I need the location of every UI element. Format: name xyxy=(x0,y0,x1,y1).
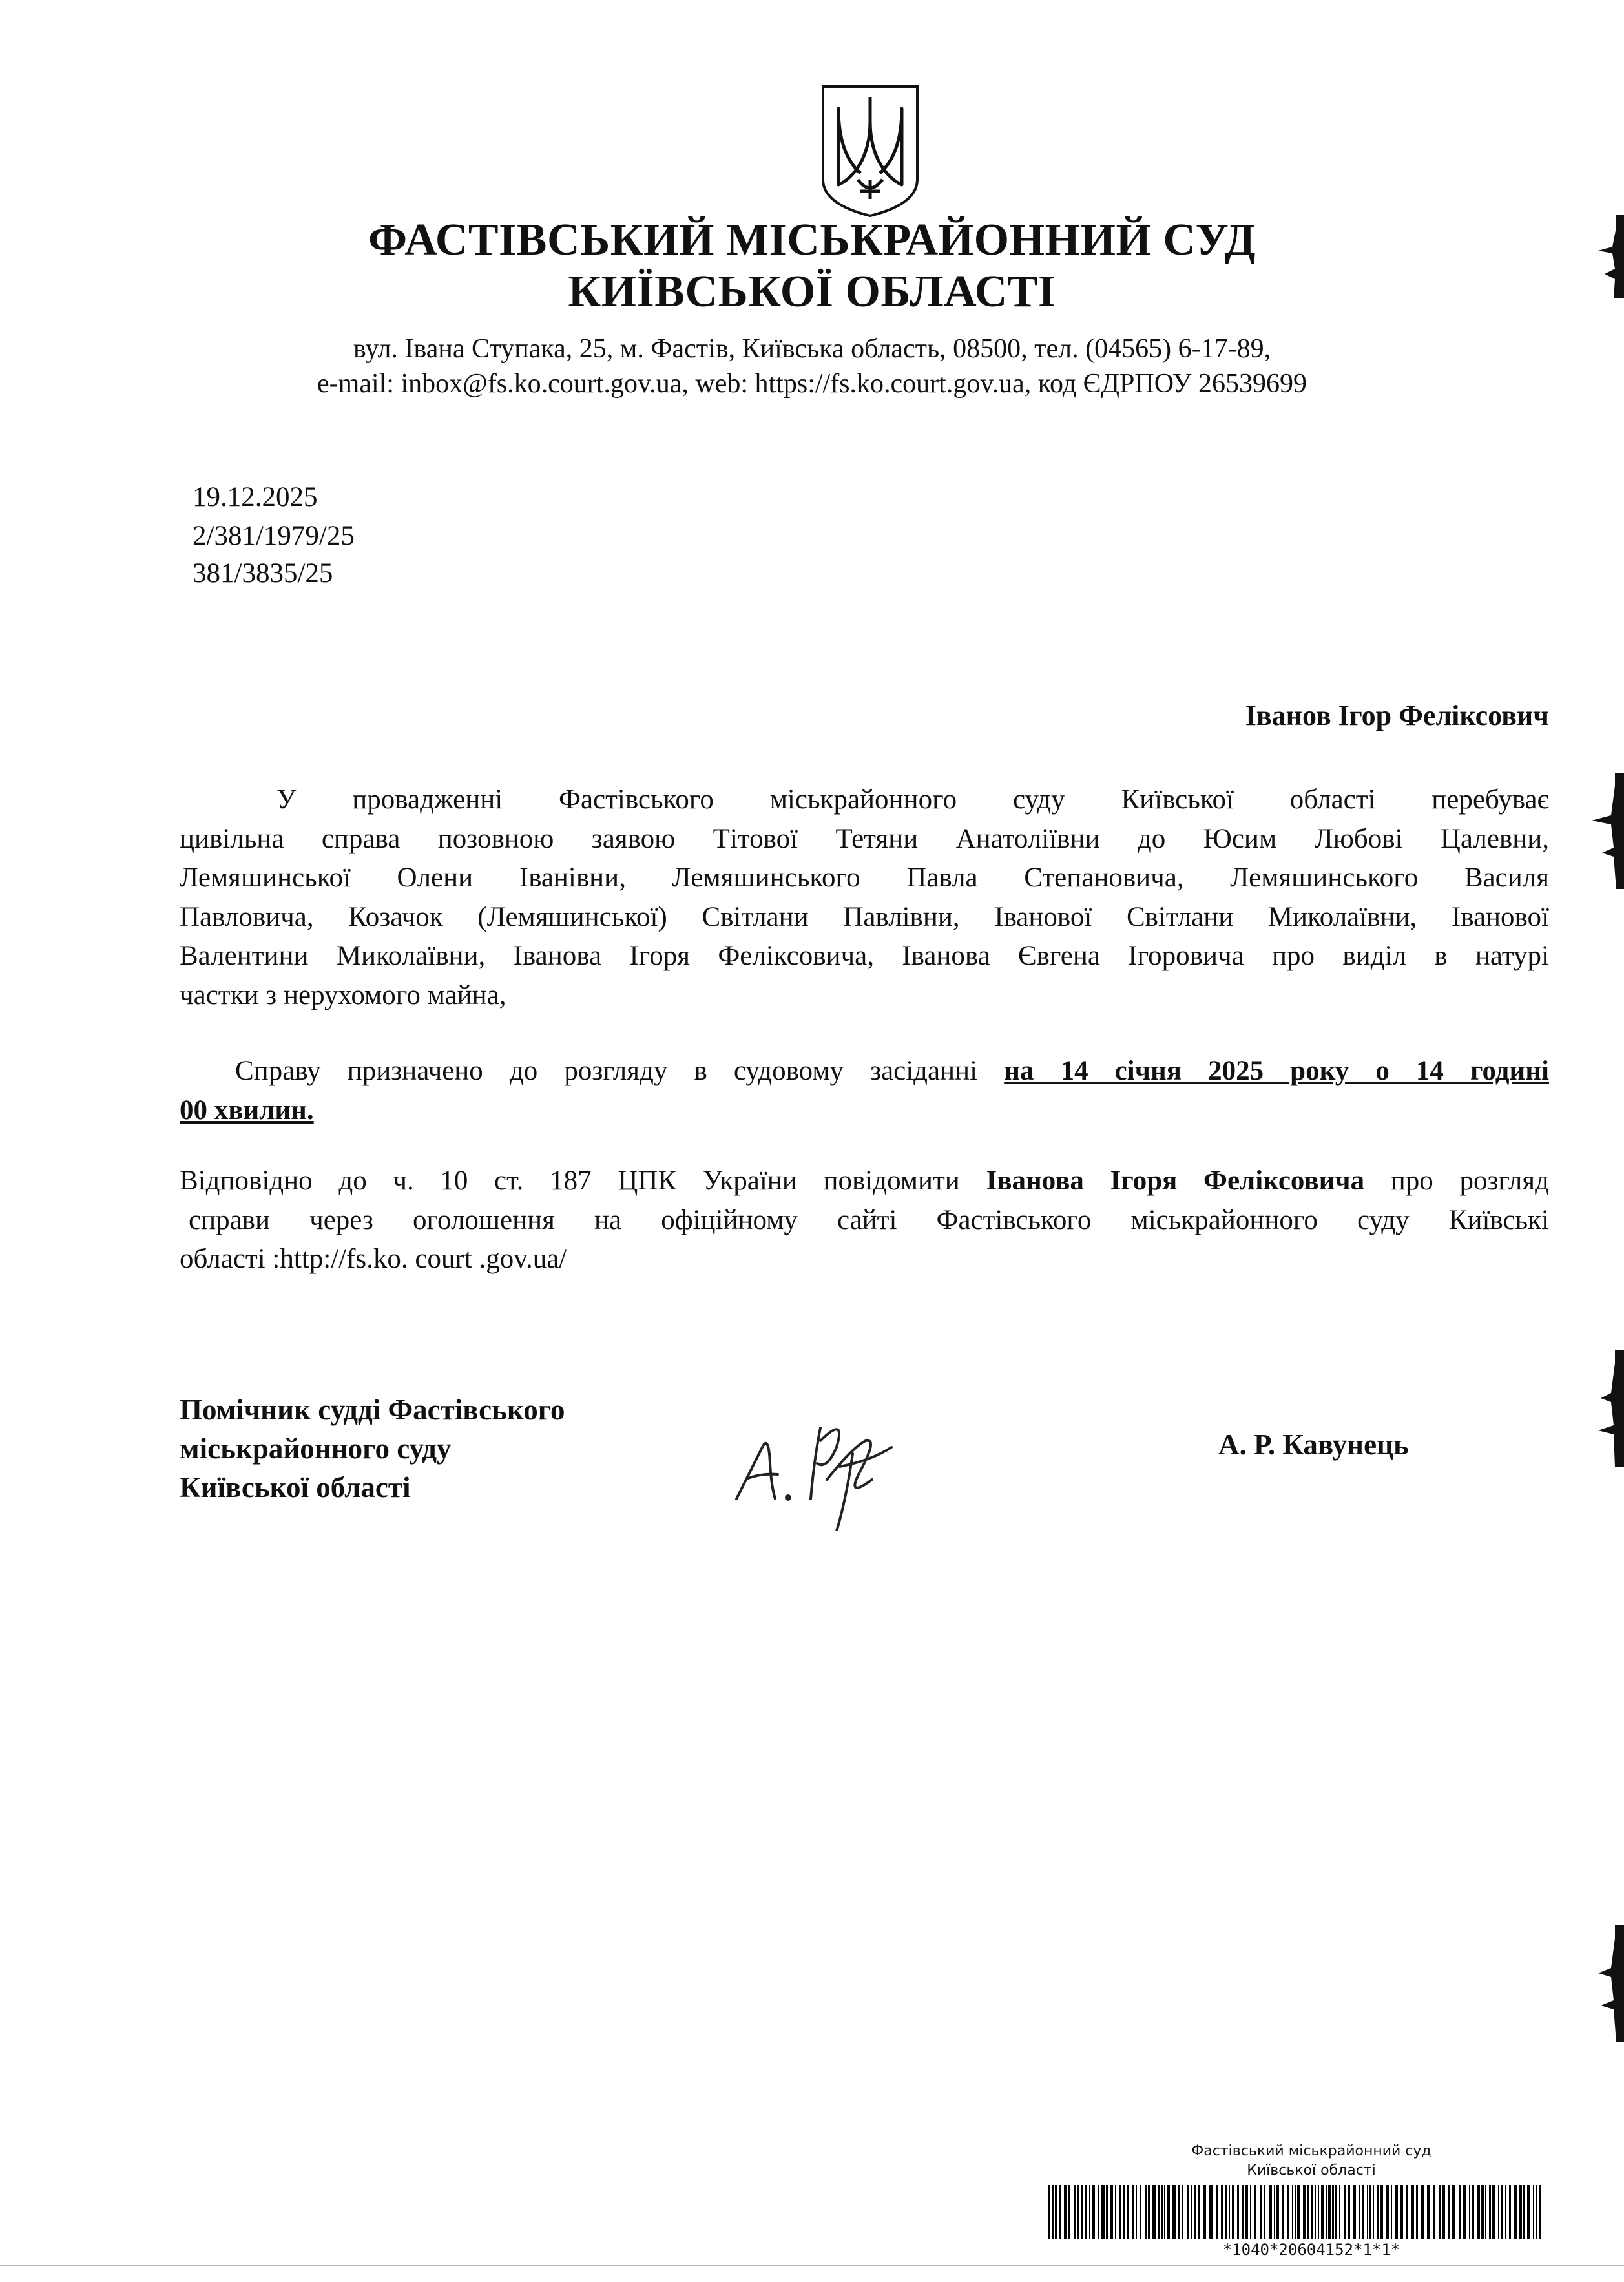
barcode-bar xyxy=(1339,2185,1340,2239)
barcode-bar xyxy=(1536,2185,1537,2239)
barcode-bar xyxy=(1477,2185,1480,2239)
barcode-bar xyxy=(1254,2185,1256,2239)
barcode-bar xyxy=(1164,2185,1165,2239)
barcode-bar xyxy=(1064,2185,1067,2239)
notice-text: Відповідно до ч. 10 ст. 187 ЦПК України повідомити xyxy=(180,1166,960,1196)
barcode-bar xyxy=(1245,2185,1248,2239)
barcode-bar xyxy=(1307,2185,1309,2239)
barcode-bar xyxy=(1085,2185,1087,2239)
paragraph-line xyxy=(180,1052,1549,1091)
paragraph-hearing xyxy=(180,1052,1549,1130)
scan-edge-mark xyxy=(1585,773,1624,889)
barcode-bar xyxy=(1221,2185,1223,2239)
barcode-bar xyxy=(1485,2185,1486,2239)
page-bottom-rule xyxy=(0,2265,1624,2266)
barcode-bar xyxy=(1052,2185,1054,2239)
position-line: Помічник судді Фастівського xyxy=(180,1394,565,1426)
scan-edge-mark xyxy=(1585,1925,1624,2042)
barcode-bar xyxy=(1158,2185,1160,2239)
scan-edge-mark xyxy=(1585,215,1624,298)
barcode-bar xyxy=(1395,2185,1398,2239)
barcode-bar xyxy=(1400,2185,1403,2239)
barcode-bar xyxy=(1106,2185,1108,2239)
barcode-bar xyxy=(1433,2185,1435,2239)
barcode-bar xyxy=(1287,2185,1289,2239)
barcode-bar xyxy=(1311,2185,1313,2239)
barcode-bar xyxy=(1282,2185,1284,2239)
notice-text: про розгляд xyxy=(1390,1166,1550,1196)
case-number: 2/381/1979/25 xyxy=(193,521,355,551)
barcode-bar xyxy=(1448,2185,1450,2239)
barcode-bar xyxy=(1216,2185,1218,2239)
barcode-bar xyxy=(1315,2185,1316,2239)
court-address: вул. Івана Ступака, 25, м. Фастів, Київська область, 08500, тел. (04565) 6-17-89, xyxy=(353,334,1271,364)
barcode-bar xyxy=(1498,2185,1499,2239)
barcode-bar xyxy=(1406,2185,1408,2239)
barcode-bar xyxy=(1332,2185,1334,2239)
barcode-bar xyxy=(1380,2185,1383,2239)
barcode-bar xyxy=(1198,2185,1200,2239)
paragraph-line: Валентини Миколаївни, Іванова Ігоря Феліксовича, Іванова Євгена Ігоровича про виділ в натурі xyxy=(180,941,1549,971)
barcode-bar xyxy=(1269,2185,1272,2239)
barcode-bar xyxy=(1344,2185,1346,2239)
barcode-bar xyxy=(1132,2185,1134,2239)
barcode-bar xyxy=(1074,2185,1076,2239)
barcode-bar xyxy=(1098,2185,1099,2239)
barcode-bar xyxy=(1048,2185,1050,2239)
barcode-bar xyxy=(1439,2185,1441,2239)
barcode-bar xyxy=(1463,2185,1466,2239)
barcode-bar xyxy=(1172,2185,1176,2239)
barcode-bar xyxy=(1353,2185,1356,2239)
barcode-bar xyxy=(1055,2185,1057,2239)
barcode-bar xyxy=(1367,2185,1368,2239)
barcode-bar xyxy=(1539,2185,1541,2239)
barcode-bar xyxy=(1101,2185,1105,2239)
barcode-bar xyxy=(1119,2185,1121,2239)
hearing-datetime: на 14 січня 2025 року о 14 годині xyxy=(1004,1056,1549,1086)
barcode-bar xyxy=(1318,2185,1319,2239)
paragraph-line: справи через оголошення на офіційному сайті Фастівського міськрайонного суду Київські xyxy=(189,1204,1549,1235)
paragraph-line: У провадженні Фастівського міськрайонного суду Київської області перебуває xyxy=(276,784,1549,815)
signatory-position xyxy=(180,1390,565,1507)
paragraph-line: частки з нерухомого майна, xyxy=(180,979,506,1010)
barcode-bar xyxy=(1505,2185,1506,2239)
barcode-bar xyxy=(1514,2185,1517,2239)
document-date: 19.12.2025 xyxy=(193,482,318,512)
barcode-bar xyxy=(1442,2185,1445,2239)
notified-person: Іванова Ігоря Феліксовича xyxy=(986,1166,1365,1196)
barcode-bar xyxy=(1123,2185,1125,2239)
barcode-bar xyxy=(1386,2185,1389,2239)
barcode-bar xyxy=(1182,2185,1183,2239)
barcode-bar xyxy=(1328,2185,1331,2239)
barcode-bar xyxy=(1148,2185,1150,2239)
barcode-bar xyxy=(1489,2185,1491,2239)
barcode-bar xyxy=(1452,2185,1455,2239)
barcode-bar xyxy=(1523,2185,1525,2239)
barcode-bar xyxy=(1492,2185,1495,2239)
barcode-bar xyxy=(1136,2185,1137,2239)
footer-court-line1: Фастівський міськрайонний суд xyxy=(1191,2143,1431,2159)
hearing-datetime-end: 00 хвилин. xyxy=(180,1094,314,1125)
paragraph-line: Павловича, Козачок (Лемяшинської) Світлани Павлівни, Іванової Світлани Миколаївни, Іванової xyxy=(180,901,1549,932)
position-line: Київської області xyxy=(180,1471,411,1503)
barcode-bar xyxy=(1077,2185,1079,2239)
footer-court-line2: Київської області xyxy=(1247,2162,1376,2179)
barcode-bar xyxy=(1274,2185,1275,2239)
barcode-bar xyxy=(1209,2185,1213,2239)
hearing-text: Справу призначено до розгляду в судовому засіданні xyxy=(235,1056,978,1086)
barcode-bar xyxy=(1501,2185,1503,2239)
scan-edge-mark xyxy=(1585,1350,1624,1467)
barcode-bar xyxy=(1115,2185,1116,2239)
paragraph-line: області :http://fs.ko. court .gov.ua/ xyxy=(180,1244,567,1274)
signatory-name: А. Р. Кавунець xyxy=(1218,1429,1409,1461)
barcode-bar xyxy=(1416,2185,1418,2239)
barcode-bar xyxy=(1335,2185,1337,2239)
paragraph-line: цивільна справа позовною заявою Тітової Тетяни Анатоліївни до Юсим Любові Цалевни, xyxy=(180,823,1549,854)
barcode-bar xyxy=(1264,2185,1265,2239)
barcode-bar xyxy=(1421,2185,1424,2239)
barcode-bar xyxy=(1292,2185,1293,2239)
barcode-bar xyxy=(1369,2185,1371,2239)
barcode xyxy=(1048,2185,1544,2239)
barcode-bar xyxy=(1242,2185,1244,2239)
barcode-bar xyxy=(1411,2185,1414,2239)
barcode-bar xyxy=(1348,2185,1350,2239)
court-contacts: e-mail: inbox@fs.ko.court.gov.ua, web: https://fs.ko.court.gov.ua, код ЄДРПОУ 26539699 xyxy=(317,369,1307,399)
barcode-bar xyxy=(1377,2185,1379,2239)
handwritten-signature xyxy=(724,1402,917,1531)
barcode-bar xyxy=(1481,2185,1484,2239)
barcode-bar xyxy=(1519,2185,1522,2239)
barcode-bar xyxy=(1161,2185,1163,2239)
barcode-bar xyxy=(1140,2185,1141,2239)
paragraph-line xyxy=(180,1091,1549,1131)
barcode-bar xyxy=(1203,2185,1206,2239)
barcode-bar xyxy=(1229,2185,1230,2239)
barcode-bar xyxy=(1178,2185,1180,2239)
barcode-bar xyxy=(1533,2185,1534,2239)
barcode-number: *1040*20604152*1*1* xyxy=(1222,2241,1400,2259)
position-line: міськрайонного суду xyxy=(180,1432,452,1465)
barcode-bar xyxy=(1321,2185,1324,2239)
barcode-bar xyxy=(1260,2185,1262,2239)
barcode-bar xyxy=(1469,2185,1470,2239)
paragraph-line: Лемяшинської Олени Іванівни, Лемяшинського Павла Степановича, Лемяшинського Василя xyxy=(180,863,1549,893)
barcode-bar xyxy=(1232,2185,1234,2239)
barcode-bar xyxy=(1059,2185,1061,2239)
barcode-bar xyxy=(1472,2185,1474,2239)
barcode-bar xyxy=(1167,2185,1170,2239)
barcode-bar xyxy=(1237,2185,1239,2239)
barcode-bar xyxy=(1326,2185,1327,2239)
barcode-bar xyxy=(1127,2185,1129,2239)
barcode-bar xyxy=(1509,2185,1511,2239)
barcode-bar xyxy=(1391,2185,1392,2239)
barcode-bar xyxy=(1297,2185,1300,2239)
barcode-bar xyxy=(1359,2185,1360,2239)
addressee-name: Іванов Ігор Феліксович xyxy=(1245,700,1549,731)
barcode-bar xyxy=(1276,2185,1279,2239)
outgoing-number: 381/3835/25 xyxy=(193,558,333,589)
barcode-bar xyxy=(1427,2185,1430,2239)
barcode-bar xyxy=(1110,2185,1113,2239)
barcode-bar xyxy=(1081,2185,1083,2239)
barcode-bar xyxy=(1373,2185,1374,2239)
paragraph-case-info xyxy=(180,780,1549,1015)
barcode-bar xyxy=(1250,2185,1251,2239)
barcode-bar xyxy=(1527,2185,1530,2239)
barcode-bar xyxy=(1194,2185,1196,2239)
paragraph-notice xyxy=(180,1162,1549,1279)
tryzub-emblem-icon xyxy=(819,83,921,218)
barcode-bar xyxy=(1145,2185,1147,2239)
barcode-bar xyxy=(1225,2185,1227,2239)
court-name-line2: КИЇВСЬКОЇ ОБЛАСТІ xyxy=(568,267,1056,317)
barcode-bar xyxy=(1187,2185,1189,2239)
barcode-bar xyxy=(1089,2185,1090,2239)
court-name-line1: ФАСТІВСЬКИЙ МІСЬКРАЙОННИЙ СУД xyxy=(368,215,1256,265)
barcode-bar xyxy=(1068,2185,1070,2239)
barcode-bar xyxy=(1295,2185,1296,2239)
barcode-bar xyxy=(1362,2185,1364,2239)
barcode-bar xyxy=(1303,2185,1306,2239)
barcode-bar xyxy=(1092,2185,1095,2239)
paragraph-line xyxy=(180,1162,1549,1201)
barcode-bar xyxy=(1459,2185,1461,2239)
barcode-bar xyxy=(1152,2185,1156,2239)
barcode-bar xyxy=(1191,2185,1192,2239)
